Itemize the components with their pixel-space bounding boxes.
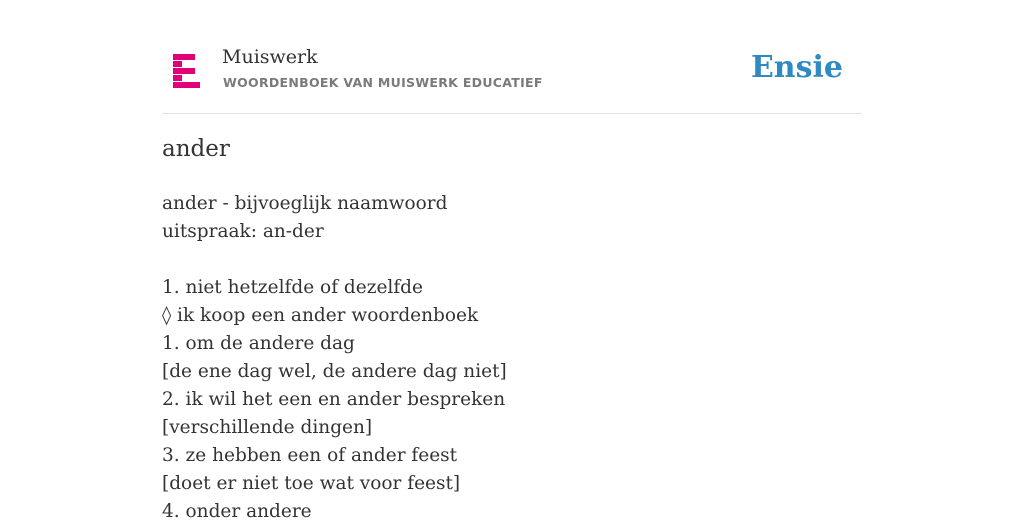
definition-line: ander - bijvoeglijk naamwoord: [162, 193, 448, 214]
definition-line: 4. onder andere: [162, 501, 312, 522]
definition-line: ◊ ik koop een ander woordenboek: [162, 305, 479, 326]
definition-line: [162, 246, 507, 274]
definition-line: [de ene dag wel, de andere dag niet]: [162, 361, 507, 382]
entry-title: ander: [162, 136, 230, 162]
ensie-logo[interactable]: Ensie: [750, 50, 843, 85]
definition-line: 3. ze hebben een of ander feest: [162, 445, 458, 466]
site-header: [162, 0, 862, 114]
definition-line: [doet er niet toe wat voor feest]: [162, 473, 461, 494]
definition-line: 1. niet hetzelfde of dezelfde: [162, 277, 423, 298]
site-name[interactable]: Muiswerk: [222, 46, 318, 68]
definition-line: [verschillende dingen]: [162, 417, 373, 438]
page: [162, 0, 862, 522]
definition-line: 1. om de andere dag: [162, 333, 355, 354]
muiswerk-e-logo-icon[interactable]: [173, 54, 200, 88]
definition-line: uitspraak: an-der: [162, 221, 324, 242]
entry-definition: [162, 190, 507, 526]
definition-line: 2. ik wil het een en ander bespreken: [162, 389, 506, 410]
site-subtitle: WOORDENBOEK VAN MUISWERK EDUCATIEF: [223, 75, 543, 90]
